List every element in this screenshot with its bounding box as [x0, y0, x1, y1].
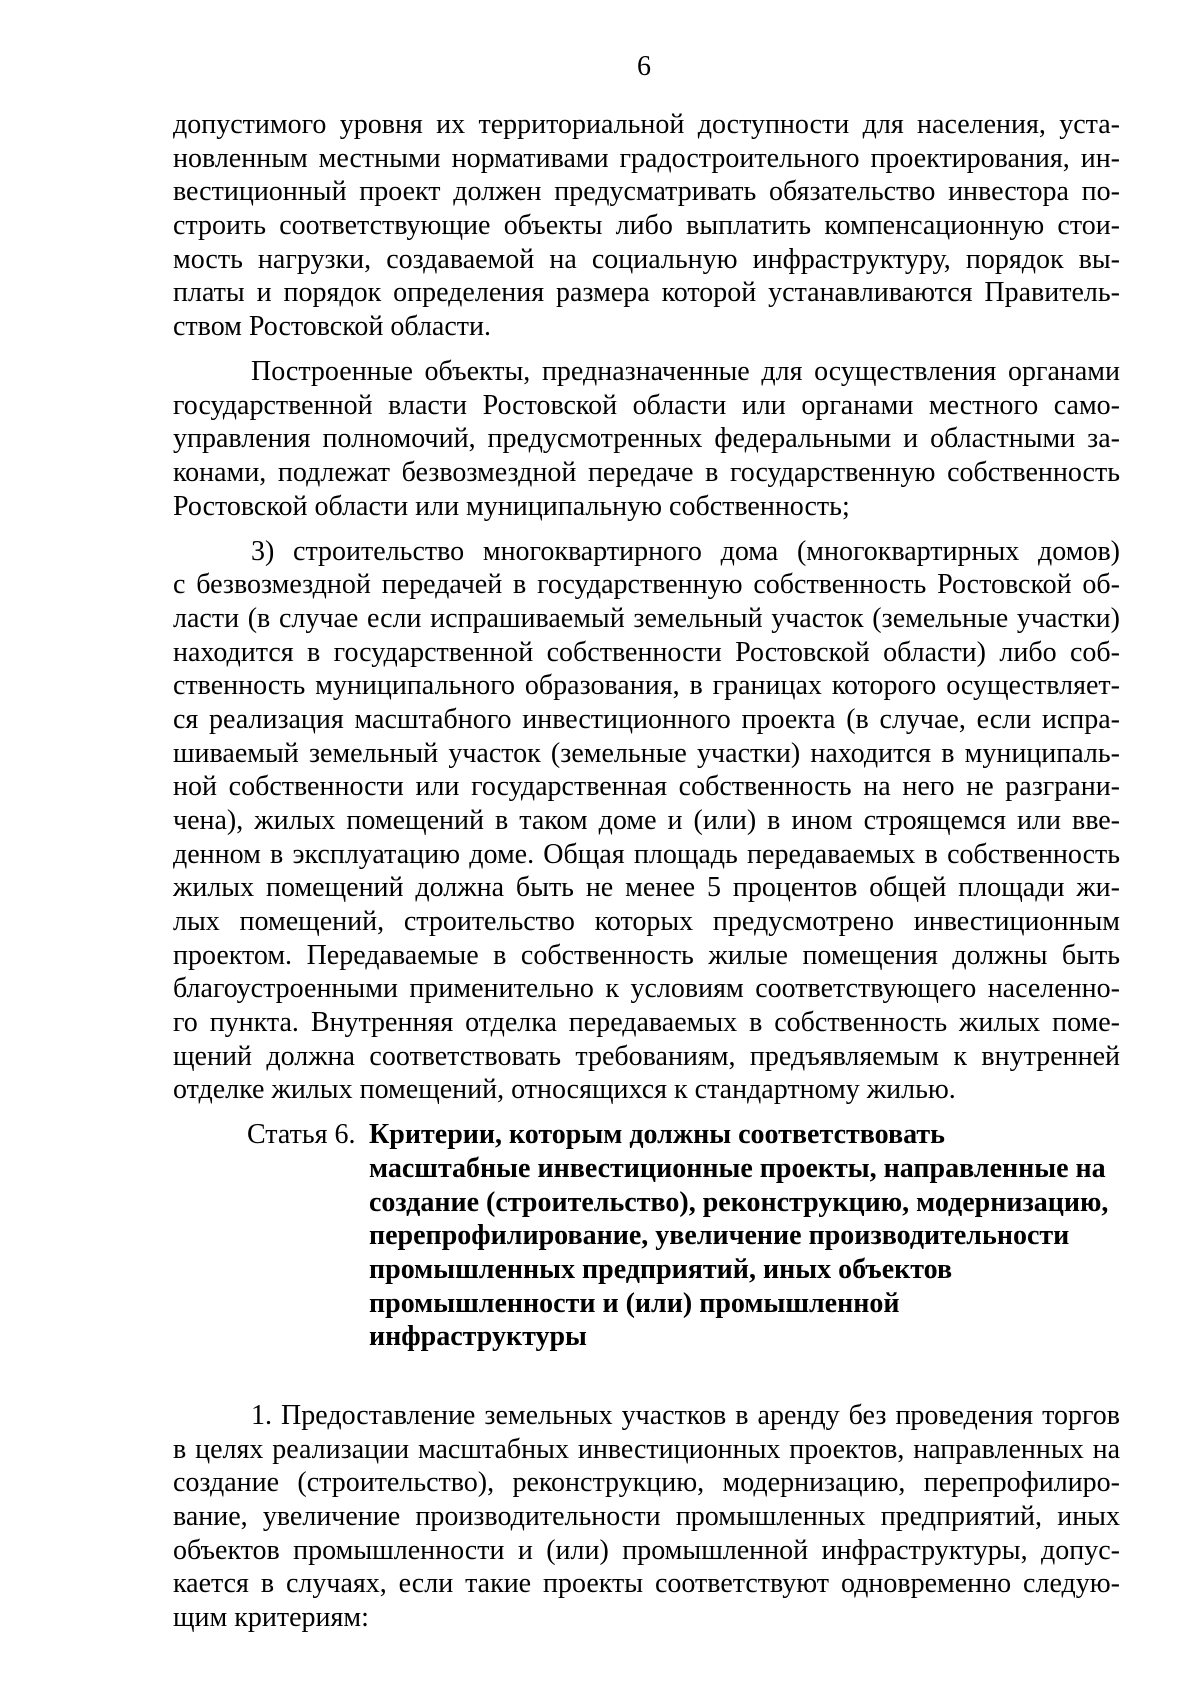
paragraph-3-line: го пункта. Внутренняя отделка передаваемых в собственность жилых поме- [173, 1007, 1120, 1038]
paragraph-3-line: чена), жилых помещений в таком доме и (или) в ином строящемся или вве- [173, 805, 1120, 836]
paragraph-3-line: проектом. Передаваемые в собственность жилые помещения должны быть [173, 940, 1120, 971]
article-title-line: перепрофилирование, увеличение производительности [369, 1220, 1070, 1251]
paragraph-2-line: государственной власти Ростовской области или органами местного само- [173, 390, 1120, 421]
paragraph-4-line: кается в случаях, если такие проекты соответствуют одновременно следую- [173, 1568, 1120, 1599]
paragraph-3-line: 3) строительство многоквартирного дома (многоквартирных домов) [251, 536, 1120, 567]
paragraph-3-line: ся реализация масштабного инвестиционного проекта (в случае, если испра- [173, 704, 1120, 735]
paragraph-4-line: в целях реализации масштабных инвестиционных проектов, направленных на [173, 1434, 1120, 1465]
paragraph-4-line: создание (строительство), реконструкцию, модернизацию, перепрофилиро- [173, 1467, 1120, 1498]
paragraph-1-line: строить соответствующие объекты либо выплатить компенсационную стои- [173, 210, 1120, 241]
paragraph-3-line: с безвозмездной передачей в государственную собственность Ростовской об- [173, 569, 1120, 600]
paragraph-1-line: мость нагрузки, создаваемой на социальную инфраструктуру, порядок вы- [173, 244, 1120, 275]
article-title-line: промышленности и (или) промышленной [369, 1288, 900, 1319]
page-number: 6 [637, 51, 651, 82]
article-title-line: масштабные инвестиционные проекты, направленные на [369, 1153, 1106, 1184]
paragraph-3-line: денном в эксплуатацию доме. Общая площадь передаваемых в собственность [173, 839, 1120, 870]
paragraph-3-line: жилых помещений должна быть не менее 5 процентов общей площади жи- [173, 872, 1120, 903]
article-title-line: инфраструктуры [369, 1321, 587, 1352]
article-number: Статья 6. [247, 1119, 356, 1150]
paragraph-4-line: объектов промышленности и (или) промышленной инфраструктуры, допус- [173, 1535, 1120, 1566]
paragraph-2-line: Ростовской области или муниципальную собственность; [173, 491, 850, 522]
paragraph-3-line: ной собственности или государственная собственность на него не разграни- [173, 771, 1120, 802]
paragraph-1-line: ством Ростовской области. [173, 311, 491, 342]
paragraph-3-line: щений должна соответствовать требованиям, предъявляемым к внутренней [173, 1041, 1120, 1072]
paragraph-4-line: щим критериям: [173, 1602, 369, 1633]
article-title-line: Критерии, которым должны соответствовать [369, 1119, 945, 1150]
paragraph-4-line: вание, увеличение производительности промышленных предприятий, иных [173, 1501, 1120, 1532]
paragraph-2-line: управления полномочий, предусмотренных федеральными и областными за- [173, 423, 1120, 454]
paragraph-2-line: Построенные объекты, предназначенные для осуществления органами [251, 356, 1120, 387]
paragraph-3-line: ласти (в случае если испрашиваемый земельный участок (земельные участки) [173, 603, 1120, 634]
paragraph-1-line: вестиционный проект должен предусматривать обязательство инвестора по- [173, 176, 1120, 207]
paragraph-2-line: конами, подлежат безвозмездной передаче в государственную собственность [173, 457, 1120, 488]
article-title-line: создание (строительство), реконструкцию, модернизацию, [369, 1187, 1109, 1218]
paragraph-4-line: 1. Предоставление земельных участков в аренду без проведения торгов [251, 1400, 1120, 1431]
paragraph-3-line: ственность муниципального образования, в границах которого осуществляет- [173, 670, 1120, 701]
paragraph-3-line: отделке жилых помещений, относящихся к стандартному жилью. [173, 1074, 956, 1105]
paragraph-3-line: шиваемый земельный участок (земельные участки) находится в муниципаль- [173, 738, 1120, 769]
paragraph-3-line: благоустроенными применительно к условиям соответствующего населенно- [173, 973, 1120, 1004]
paragraph-1-line: допустимого уровня их территориальной доступности для населения, уста- [173, 109, 1120, 140]
paragraph-1-line: платы и порядок определения размера которой устанавливаются Правитель- [173, 277, 1120, 308]
paragraph-3-line: лых помещений, строительство которых предусмотрено инвестиционным [173, 906, 1120, 937]
paragraph-3-line: находится в государственной собственности Ростовской области) либо соб- [173, 637, 1120, 668]
paragraph-1-line: новленным местными нормативами градостроительного проектирования, ин- [173, 143, 1120, 174]
article-title-line: промышленных предприятий, иных объектов [369, 1254, 953, 1285]
